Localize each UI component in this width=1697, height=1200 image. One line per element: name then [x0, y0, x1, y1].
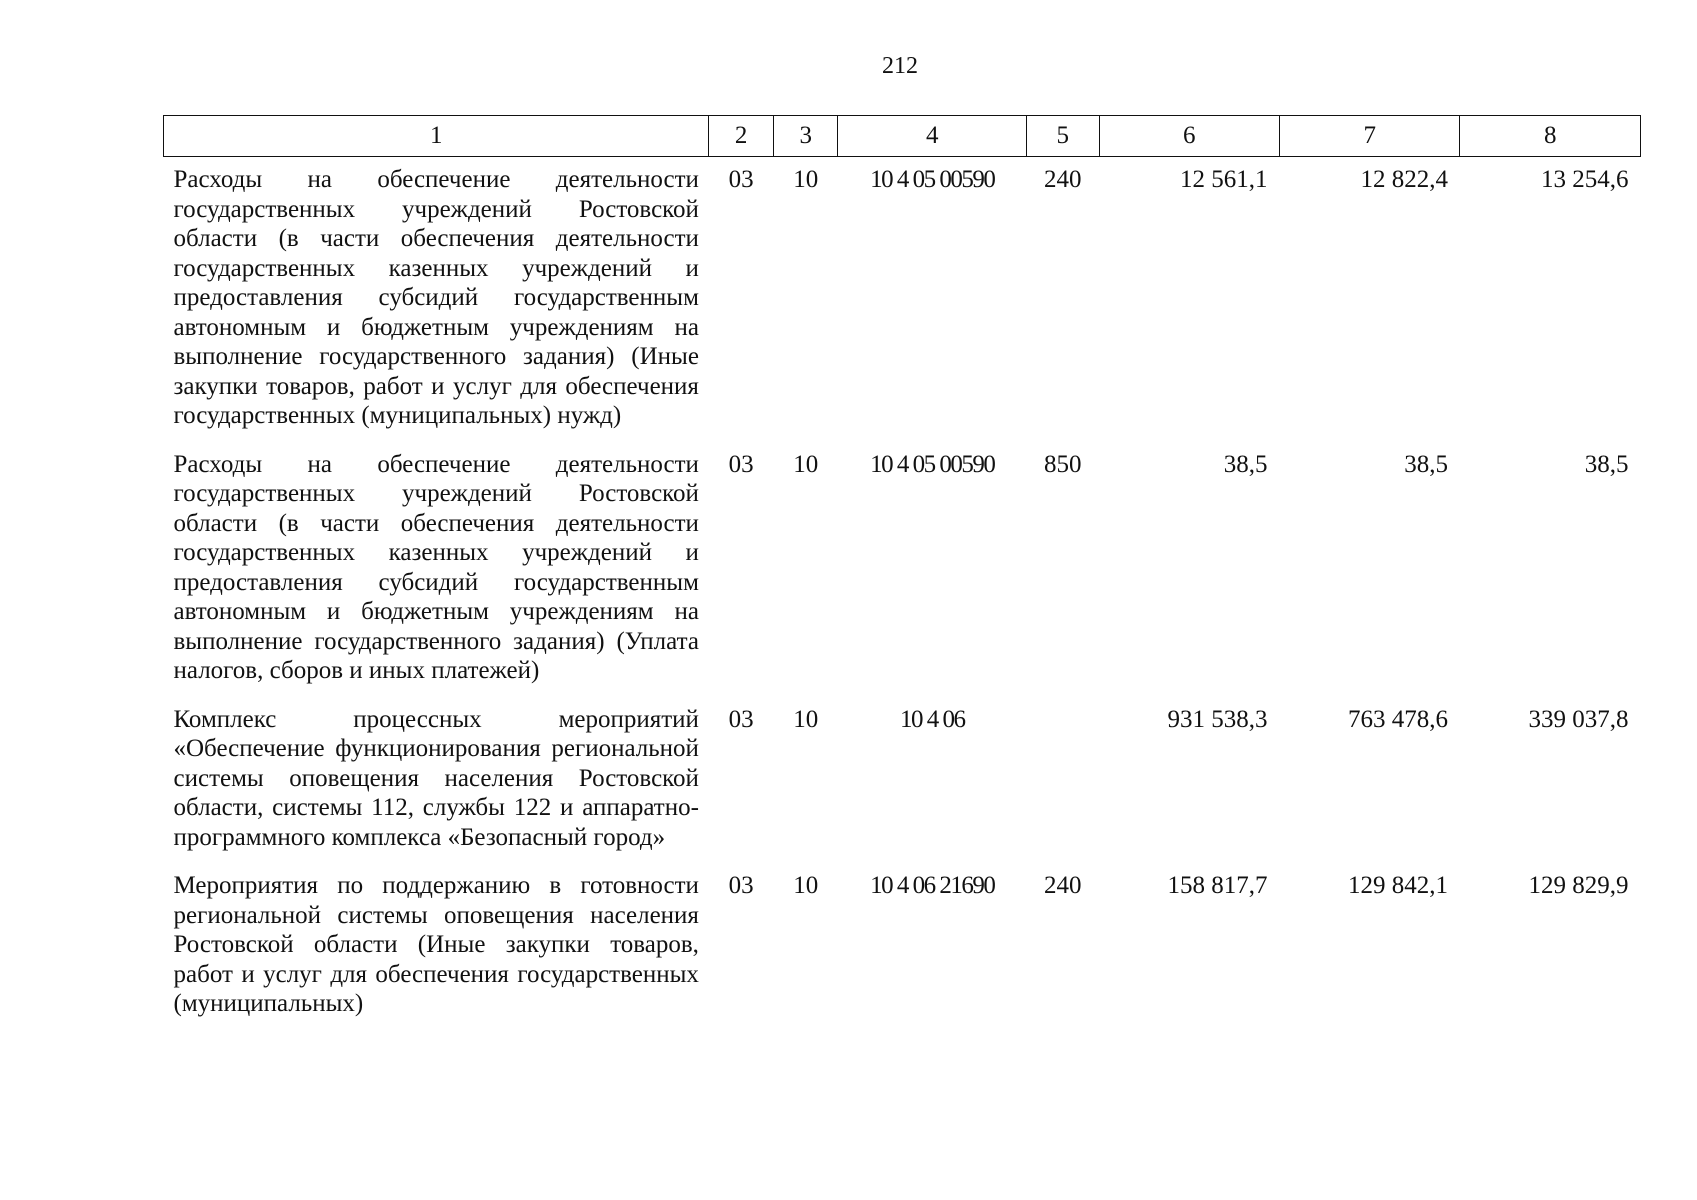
header-row — [164, 116, 1641, 157]
header-col-4: 4 — [838, 116, 1027, 157]
target-article: 10 4 05 00590 — [870, 450, 995, 478]
section-code: 03 — [728, 166, 754, 193]
amount-col-7: 38,5 — [1404, 450, 1448, 478]
expense-name: Комплекс процессных мероприятий «Обеспечение функционирования региональной системы оповещения населения Ростовской области, системы 112, службы 122 и аппаратно-программного комплекса «Безопасный город» — [173, 705, 699, 851]
amount-col-6: 38,5 — [1223, 450, 1268, 478]
target-article: 10 4 06 — [899, 705, 965, 733]
amount-col-6: 158 817,7 — [1167, 872, 1268, 899]
subsection-code: 10 — [793, 166, 819, 193]
header-col-6: 6 — [1099, 116, 1279, 157]
table-row — [164, 863, 1641, 1030]
amount-col-8: 339 037,8 — [1528, 705, 1629, 733]
expense-type — [1026, 697, 1099, 864]
section-code: 03 — [728, 705, 754, 733]
section-code: 03 — [728, 450, 754, 478]
header-col-7: 7 — [1280, 116, 1460, 157]
subsection-code: 10 — [793, 705, 819, 733]
expense-type: 240 — [1044, 872, 1082, 899]
amount-col-7: 129 842,1 — [1347, 872, 1448, 899]
header-col-1: 1 — [164, 116, 709, 157]
amount-col-7: 12 822,4 — [1360, 166, 1448, 193]
expense-type: 240 — [1044, 166, 1082, 193]
header-col-5: 5 — [1026, 116, 1099, 157]
table-row — [164, 157, 1641, 442]
header-col-8: 8 — [1460, 116, 1641, 157]
subsection-code: 10 — [793, 450, 819, 478]
header-col-2: 2 — [709, 116, 774, 157]
target-article: 10 4 05 00590 — [870, 166, 995, 193]
budget-table — [163, 115, 1641, 1030]
section-code: 03 — [728, 872, 754, 899]
amount-col-6: 12 561,1 — [1180, 166, 1268, 193]
amount-col-7: 763 478,6 — [1347, 705, 1448, 733]
expense-type: 850 — [1044, 450, 1082, 478]
page-number: 212 — [882, 53, 918, 79]
table-row — [164, 442, 1641, 697]
expense-name: Расходы на обеспечение деятельности государственных учреждений Ростовской области (в части обеспечения деятельности государственных казенных учреждений и предоставления субсидий государственным автономным и бюджетным учреждениям на выполнение государственного задания) (Иные закупки товаров, работ и услуг для обеспечения государственных (муниципальных) нужд) — [173, 166, 699, 429]
expense-name: Мероприятия по поддержанию в готовности региональной системы оповещения населения Ростовской области (Иные закупки товаров, работ и услуг для обеспечения государственных (муниципальных) — [173, 872, 699, 1017]
amount-col-8: 38,5 — [1584, 450, 1629, 478]
subsection-code: 10 — [793, 872, 819, 899]
table-row — [164, 697, 1641, 864]
amount-col-8: 13 254,6 — [1541, 166, 1629, 193]
target-article: 10 4 06 21690 — [870, 872, 995, 899]
amount-col-6: 931 538,3 — [1167, 705, 1268, 733]
expense-name: Расходы на обеспечение деятельности государственных учреждений Ростовской области (в части обеспечения деятельности государственных казенных учреждений и предоставления субсидий государственным автономным и бюджетным учреждениям на выполнение государственного задания) (Уплата налогов, сборов и иных платежей) — [173, 450, 699, 684]
amount-col-8: 129 829,9 — [1528, 872, 1629, 899]
header-col-3: 3 — [773, 116, 838, 157]
